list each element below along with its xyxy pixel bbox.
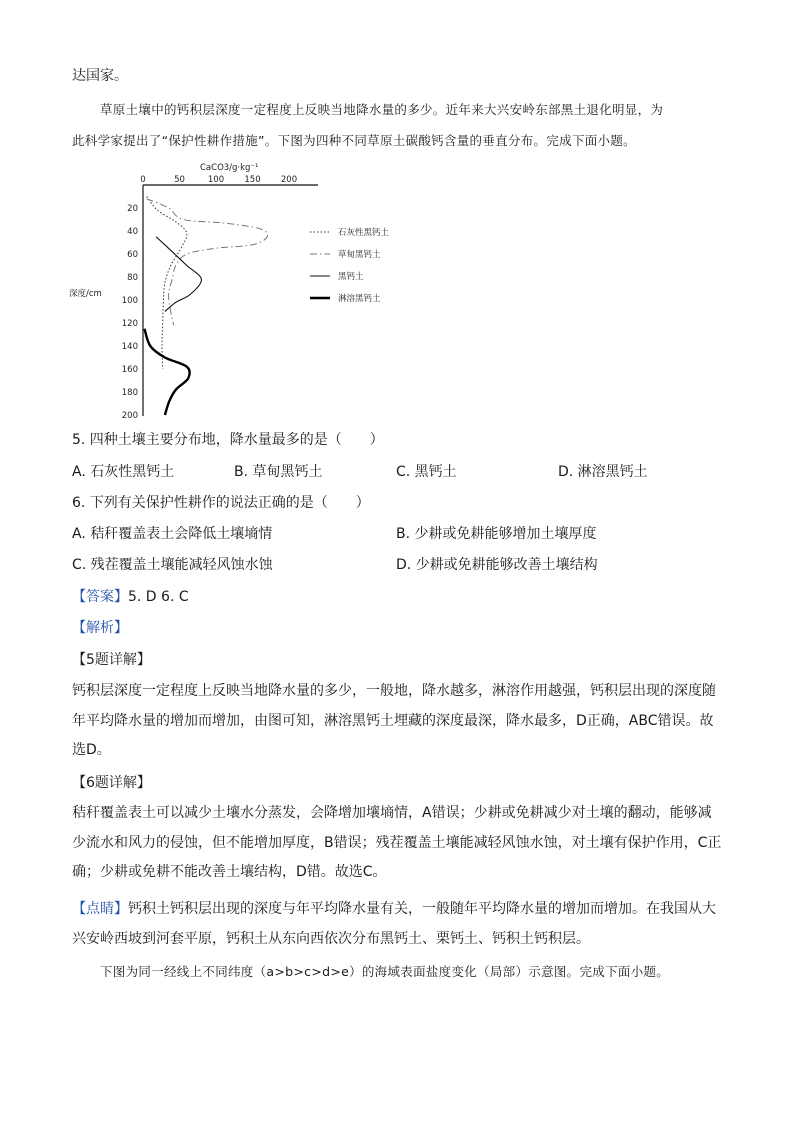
q5-stem: 5. 四种土壤主要分布地，降水量最多的是（ ） [72,432,384,448]
y-tick-label: 80 [127,273,138,283]
q5-option-c: C. 黑钙土 [396,464,457,480]
y-tick-label: 140 [121,342,138,352]
y-tick-label: 120 [121,319,138,329]
x-tick-label: 50 [174,175,185,185]
tip-label: 【点睛】 [72,901,128,917]
q6-option-a: A. 秸秆覆盖表土会降低土壤墒情 [72,526,273,542]
q5-option-b: B. 草甸黑钙土 [234,464,323,480]
y-tick-label: 40 [127,227,138,237]
series-line-4 [144,329,189,415]
detail6-label: 【6题详解】 [72,775,151,791]
legend-label: 淋溶黑钙土 [338,294,381,304]
analysis-label: 【解析】 [72,620,128,636]
q6-option-b: B. 少耕或免耕能够增加土壤厚度 [396,526,597,542]
series-line-2 [147,199,268,325]
tip-paragraph [72,895,722,954]
y-tick-label: 100 [121,296,138,306]
legend-label: 石灰性黑钙土 [338,228,390,238]
legend-label: 黑钙土 [338,272,364,282]
y-axis-title: 深度/cm [69,289,102,299]
answer-text: 5. D 6. C [128,589,189,605]
legend-label: 草甸黑钙土 [338,250,381,260]
question-intro-line-1: 草原土壤中的钙积层深度一定程度上反映当地降水量的多少。近年来大兴安岭东部黑土退化明显，为 [100,102,664,117]
q5-option-d: D. 淋溶黑钙土 [558,464,648,480]
x-axis-title: CaCO3/g·kg⁻¹ [200,163,259,173]
q5-option-a: A. 石灰性黑钙土 [72,464,175,480]
x-tick-label: 0 [140,175,146,185]
series-line-1 [147,197,187,370]
detail6-text: 秸秆覆盖表土可以减少土壤水分蒸发，会降增加壤墒情，A错误；少耕或免耕减少对土壤的翻动，能够减少流水和风力的侵蚀，但不能增加厚度，B错误；残茬覆盖土壤能减轻风蚀水蚀，对土壤有保护作用，C正确；少耕或免耕不能改善土壤结构，D错。故选C。 [72,805,722,880]
x-tick-label: 200 [280,175,298,185]
caco3-depth-chart [64,158,390,421]
intro-tail: 达国家。 [72,68,128,84]
next-question-intro: 下图为同一经线上不同纬度（a>b>c>d>e）的海域表面盐度变化（局部）示意图。完成下面小题。 [100,964,670,979]
q6-option-d: D. 少耕或免耕能够改善土壤结构 [396,557,598,573]
y-tick-label: 60 [127,250,138,260]
detail5-text: 钙积层深度一定程度上反映当地降水量的多少，一般地，降水越多，淋溶作用越强，钙积层出现的深度随年平均降水量的增加而增加，由图可知，淋溶黑钙土埋藏的深度最深，降水最多，D正确，ABC错误。故选D。 [72,683,716,758]
answer-label: 【答案】 [72,589,128,605]
x-tick-label: 100 [207,175,225,185]
q6-stem: 6. 下列有关保护性耕作的说法正确的是（ ） [72,495,370,511]
y-tick-label: 200 [121,411,138,421]
x-tick-label: 150 [244,175,261,185]
y-tick-label: 20 [127,204,138,214]
y-tick-label: 180 [121,388,138,398]
detail5-label: 【5题详解】 [72,652,151,668]
y-tick-label: 160 [121,365,138,375]
tip-text: 钙积土钙积层出现的深度与年平均降水量有关，一般随年平均降水量的增加而增加。在我国从大兴安岭西坡到河套平原，钙积土从东向西依次分布黑钙土、栗钙土、钙积土钙积层。 [72,901,716,947]
series-line-3 [156,237,201,312]
answer-line [72,587,189,607]
question-intro-line-2: 此科学家提出了“保护性耕作措施”。下图为四种不同草原土碳酸钙含量的垂直分布。完成下面小题。 [72,133,636,148]
q6-option-c: C. 残茬覆盖土壤能减轻风蚀水蚀 [72,557,273,573]
